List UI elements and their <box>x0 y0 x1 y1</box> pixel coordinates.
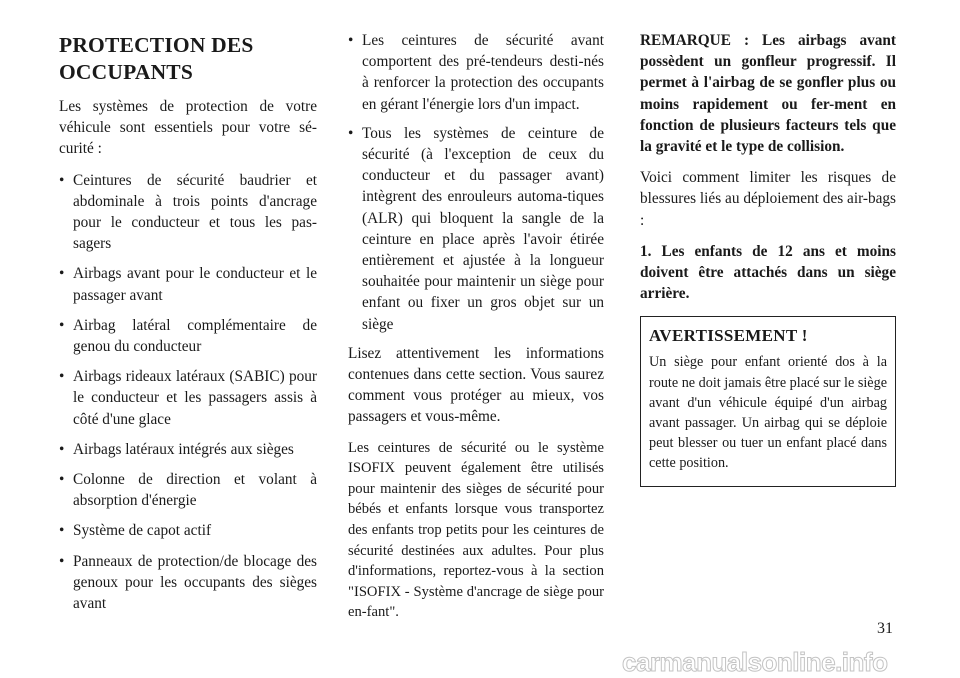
warning-text: Un siège pour enfant orienté dos à la route ne doit jamais être placé sur le siège avant d'un véhicule équipé d'un airbag avant passager. Un airbag qui se déploie peut blesser ou tuer un enfant placé dans cette position. <box>649 354 887 472</box>
numbered-item: 1. Les enfants de 12 ans et moins doivent être attachés dans un siège arrière. <box>640 242 896 303</box>
column-3 <box>640 30 896 487</box>
warning-title: AVERTISSEMENT ! <box>649 326 808 346</box>
intro-paragraph: Les systèmes de protection de votre véhicule sont essentiels pour votre sé-curité : <box>59 98 317 158</box>
list-item: • Airbag latéral complémentaire de genou du conducteur <box>59 315 317 357</box>
read-section-paragraph: Lisez attentivement les informations contenues dans cette section. Vous saurez comment vous protéger au mieux, vos passagers et vous-même. <box>348 344 604 426</box>
column-1 <box>59 30 317 623</box>
list-item: • Ceintures de sécurité baudrier et abdominale à trois points d'ancrage pour le conducteur et tous les pas-sagers <box>59 170 317 255</box>
list-item: • Tous les systèmes de ceinture de sécurité (à l'exception de ceux du conducteur et du passager avant) intègrent des enrouleurs automa-tiques (ALR) qui bloquent la sangle de la ceinture en place après l'avoir étirée entièrement et ajustée à la longueur souhaitée pour maintenir un siège pour enfant ou fixer un gros objet sur un siège <box>348 123 604 335</box>
list-item: • Airbags rideaux latéraux (SABIC) pour le conducteur et les passagers assis à côté d'une glace <box>59 366 317 430</box>
list-item: • Panneaux de protection/de blocage des genoux pour les occupants des sièges avant <box>59 551 317 615</box>
remarque-note: REMARQUE : Les airbags avant possèdent un gonfleur progressif. Il permet à l'airbag de se gonfler plus ou moins rapidement ou fer-ment en fonction de plusieurs facteurs tels que la gravité et le type de collision. <box>640 32 896 156</box>
seatbelt-features-list <box>348 30 604 335</box>
list-item: • Système de capot actif <box>59 520 317 541</box>
list-item: • Airbags latéraux intégrés aux sièges <box>59 439 317 460</box>
list-item: • Airbags avant pour le conducteur et le passager avant <box>59 263 317 305</box>
warning-box <box>640 316 896 486</box>
column-2 <box>348 30 604 633</box>
page-number: 31 <box>877 620 893 637</box>
watermark: carmanualsonline.info <box>622 647 888 677</box>
isofix-paragraph: Les ceintures de sécurité ou le système ISOFIX peuvent également être utilisés pour maintenir des sièges de sécurité pour bébés et enfants lorsque vous transportez des enfants trop petits pour les ceintures de sécurité destinées aux adultes. Pour plus d'informations, reportez-vous à la section "ISOFIX - Système d'ancrage de siège pour en-fant". <box>348 439 604 621</box>
list-item: • Colonne de direction et volant à absorption d'énergie <box>59 469 317 511</box>
injury-risk-paragraph: Voici comment limiter les risques de blessures liés au déploiement des air-bags : <box>640 169 896 229</box>
list-item: • Les ceintures de sécurité avant comportent des pré-tendeurs desti-nés à renforcer la protection des occupants en gérant l'énergie lors d'un impact. <box>348 30 604 115</box>
protection-systems-list <box>59 170 317 615</box>
section-title: PROTECTION DES OCCUPANTS <box>59 33 254 84</box>
